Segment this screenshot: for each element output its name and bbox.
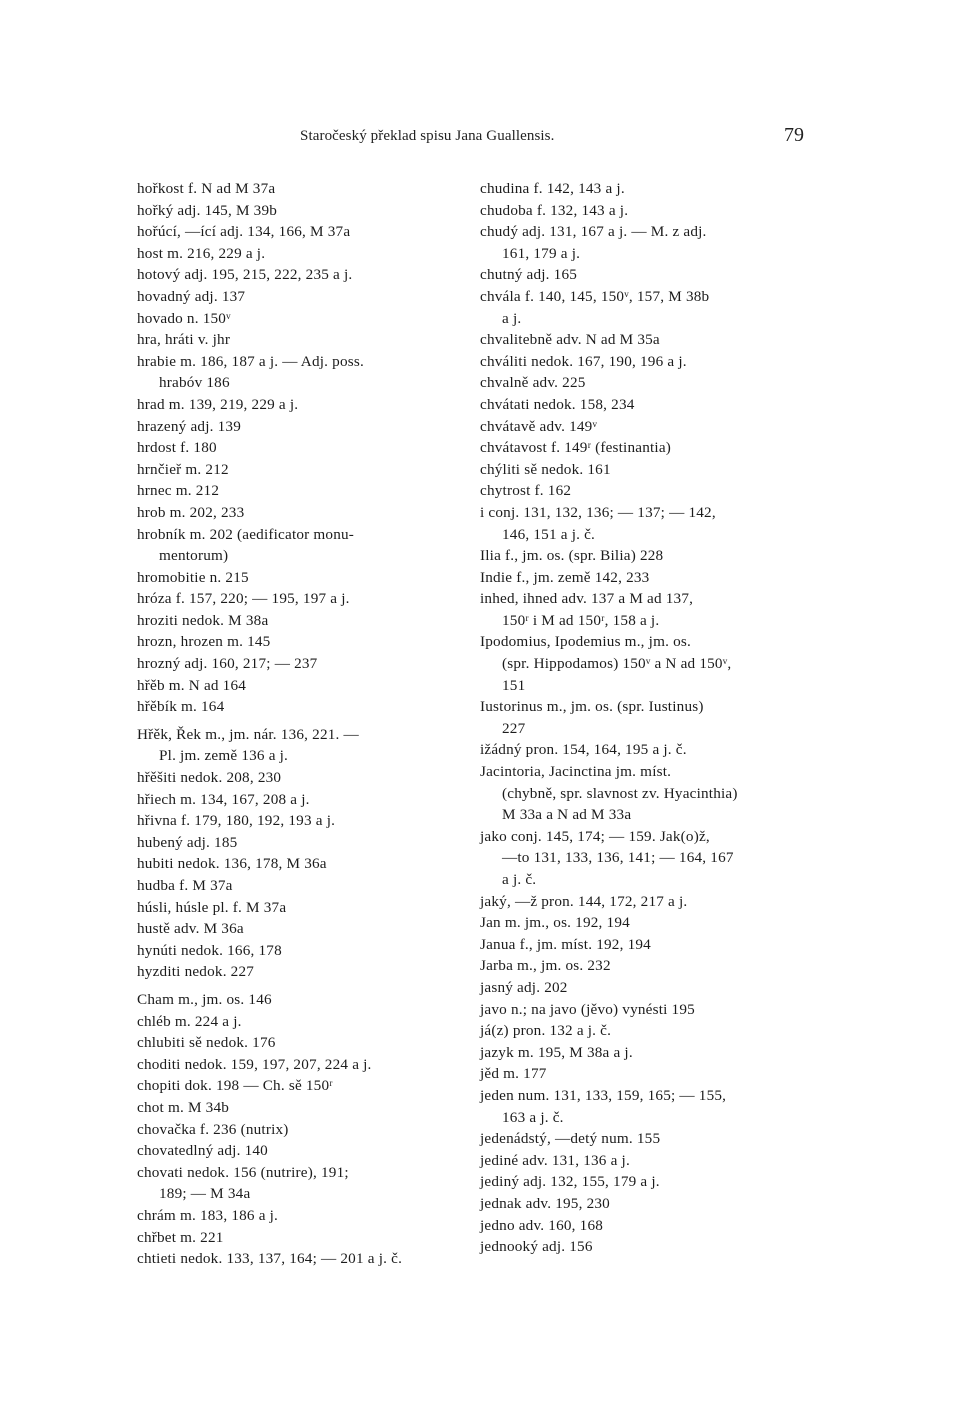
index-entry-line: chudina f. 142, 143 a j. — [480, 180, 625, 197]
index-entry-line: hudba f. M 37a — [137, 877, 233, 894]
index-entry-line: hrob m. 202, 233 — [137, 503, 245, 521]
index-entry-line: já(z) pron. 132 a j. č. — [480, 1022, 612, 1040]
index-entry-line: Iustorinus m., jm. os. (spr. Iustinus) — [480, 698, 704, 716]
index-entry-line: 163 a j. č. — [502, 1108, 564, 1126]
index-entry-line: mentorum) — [159, 547, 229, 565]
index-entry-line: chudý adj. 131, 167 a j. — M. z adj. — [480, 223, 707, 241]
running-title: Staročeský překlad spisu Jana Guallensis. — [300, 128, 555, 144]
index-entry-line: (spr. Hippodamos) 150ᵛ a N ad 150ᵛ, — [502, 655, 732, 673]
index-entry-line: chvála f. 140, 145, 150ᵛ, 157, M 38b — [480, 287, 710, 305]
index-entry-line: hrozn, hrozen m. 145 — [137, 633, 271, 651]
index-entry-line: húsli, húsle pl. f. M 37a — [137, 898, 287, 916]
index-entry-line: hrdost f. 180 — [137, 439, 217, 457]
index-entry-line: hořúcí, —ící adj. 134, 166, M 37a — [137, 223, 351, 241]
index-entry-line: hubený adj. 185 — [137, 833, 238, 851]
index-entry-line: jeden num. 131, 133, 159, 165; — 155, — [480, 1086, 727, 1104]
index-entry-line: 150ʳ i M ad 150ʳ, 158 a j. — [502, 611, 660, 629]
index-entry-line: host m. 216, 229 a j. — [137, 244, 266, 262]
index-entry-line: chvalitebně adv. N ad M 35a — [480, 331, 660, 349]
index-entry-line: chovati nedok. 156 (nutrire), 191; — [137, 1163, 349, 1181]
index-entry-line: chvátavě adv. 149ᵛ — [480, 417, 598, 435]
index-entry-line: hořký adj. 145, M 39b — [137, 201, 278, 219]
index-entry-line: Hřěk, Řek m., jm. nár. 136, 221. — — [137, 725, 359, 743]
index-entry-line: Janua f., jm. míst. 192, 194 — [480, 935, 651, 953]
index-entry-line: jediný adj. 132, 155, 179 a j. — [480, 1173, 660, 1191]
index-entry-line: jedno adv. 160, 168 — [480, 1216, 604, 1234]
index-entry-line: hovadný adj. 137 — [137, 287, 246, 305]
index-entry-line: hrazený adj. 139 — [137, 417, 241, 435]
index-entry-line: M 33a a N ad M 33a — [502, 806, 632, 824]
index-entry-line: 227 — [502, 719, 526, 737]
index-entry-line: hrnec m. 212 — [137, 482, 220, 500]
index-entry-line: chovačka f. 236 (nutrix) — [137, 1120, 289, 1138]
index-entry-line: jaký, —ž pron. 144, 172, 217 a j. — [480, 892, 688, 910]
index-entry-line: Ipodomius, Ipodemius m., jm. os. — [480, 633, 692, 651]
index-entry-line: hrabóv 186 — [159, 374, 230, 392]
index-entry-line: jedenádstý, —detý num. 155 — [480, 1130, 661, 1148]
left-column — [137, 178, 467, 1270]
index-entry-line: jěd m. 177 — [480, 1065, 547, 1083]
index-entry-line: chrám m. 183, 186 a j. — [137, 1206, 279, 1224]
index-entry-line: jednak adv. 195, 230 — [480, 1194, 610, 1212]
index-entry-line: chot m. M 34b — [137, 1098, 230, 1116]
index-entry-line: hovado n. 150ᵛ — [137, 309, 231, 327]
index-entry-line: Jacintoria, Jacinctina jm. míst. — [480, 763, 672, 781]
index-entry-line: hřivna f. 179, 180, 192, 193 a j. — [137, 812, 336, 830]
index-entry-line: hřiech m. 134, 167, 208 a j. — [137, 790, 310, 808]
index-entry-line: chudoba f. 132, 143 a j. — [480, 201, 629, 219]
index-entry-line: hřěšiti nedok. 208, 230 — [137, 769, 282, 787]
index-entry-line: hyzditi nedok. 227 — [137, 963, 255, 981]
index-entry-line: chytrost f. 162 — [480, 482, 572, 500]
index-entry-line: Cham m., jm. os. 146 — [137, 990, 272, 1008]
index-entry-line: 151 — [502, 676, 526, 694]
index-entry-line: chvátati nedok. 158, 234 — [480, 395, 635, 413]
index-entry-line: chvalně adv. 225 — [480, 374, 586, 392]
index-entry-line: (chybně, spr. slavnost zv. Hyacinthia) — [502, 784, 738, 802]
index-entry-line: hrobník m. 202 (aedificator monu- — [137, 525, 355, 543]
index-entry-line: hřěbík m. 164 — [137, 698, 225, 716]
index-entry-line: jako conj. 145, 174; — 159. Jak(o)ž, — [480, 827, 710, 845]
index-entry-line: chutný adj. 165 — [480, 266, 578, 284]
index-entry-line: 189; — M 34a — [159, 1185, 251, 1203]
index-entry-line: jediné adv. 131, 136 a j. — [480, 1151, 630, 1169]
index-entry-line: Jarba m., jm. os. 232 — [480, 957, 611, 975]
index-entry-line: hrnčieř m. 212 — [137, 460, 229, 478]
page-number: 79 — [784, 124, 804, 146]
index-entry-line: i conj. 131, 132, 136; — 137; — 142, — [480, 503, 716, 521]
index-entry-line: chýliti sě nedok. 161 — [480, 460, 611, 478]
index-entry-line: hrad m. 139, 219, 229 a j. — [137, 395, 299, 413]
index-entry-line: Jan m. jm., os. 192, 194 — [480, 914, 630, 932]
index-entry-line: hromobitie n. 215 — [137, 568, 249, 586]
index-entry-line: inhed, ihned adv. 137 a M ad 137, — [480, 590, 694, 608]
index-entry-line: —to 131, 133, 136, 141; — 164, 167 — [502, 849, 734, 867]
index-entry-line: a j. č. — [502, 871, 537, 888]
index-entry-line: Pl. jm. země 136 a j. — [159, 747, 289, 765]
index-entry-line: jednooký adj. 156 — [480, 1238, 593, 1256]
index-entry-line: chléb m. 224 a j. — [137, 1012, 242, 1030]
index-entry-line: Ilia f., jm. os. (spr. Bilia) 228 — [480, 547, 664, 565]
index-entry-line: chváliti nedok. 167, 190, 196 a j. — [480, 352, 687, 370]
index-entry-line: 146, 151 a j. č. — [502, 525, 596, 543]
index-entry-line: choditi nedok. 159, 197, 207, 224 a j. — [137, 1055, 372, 1073]
index-entry-line: chvátavost f. 149ʳ (festinantia) — [480, 439, 672, 457]
index-entry-line: javo n.; na javo (jěvo) vynésti 195 — [480, 1000, 695, 1018]
index-entry-line: hrozný adj. 160, 217; — 237 — [137, 655, 318, 673]
index-entry-line: hubiti nedok. 136, 178, M 36a — [137, 855, 327, 873]
index-entry-line: jasný adj. 202 — [480, 978, 568, 996]
index-entry-line: hra, hráti v. jhr — [137, 331, 231, 349]
index-entry-line: Indie f., jm. země 142, 233 — [480, 568, 650, 586]
index-entry-line: hrabie m. 186, 187 a j. — Adj. poss. — [137, 352, 364, 370]
index-entry-line: chřbet m. 221 — [137, 1228, 224, 1246]
index-entry-line: 161, 179 a j. — [502, 244, 581, 262]
index-entry-line: a j. — [502, 309, 522, 327]
index-entry-line: hořkost f. N ad M 37a — [137, 180, 276, 197]
index-entry-line: hroziti nedok. M 38a — [137, 611, 269, 629]
index-entry-line: chtieti nedok. 133, 137, 164; — 201 a j. č. — [137, 1250, 403, 1268]
index-entry-line: ižádný pron. 154, 164, 195 a j. č. — [480, 741, 687, 759]
index-entry-line: chopiti dok. 198 — Ch. sě 150ʳ — [137, 1077, 333, 1095]
index-entry-line: chovatedlný adj. 140 — [137, 1142, 268, 1160]
index-entry-line: chlubiti sě nedok. 176 — [137, 1034, 276, 1052]
index-entry-line: hróza f. 157, 220; — 195, 197 a j. — [137, 590, 350, 608]
index-entry-line: jazyk m. 195, M 38a a j. — [480, 1043, 633, 1061]
right-column — [480, 178, 820, 1258]
index-entry-line: hynúti nedok. 166, 178 — [137, 941, 282, 959]
index-entry-line: hustě adv. M 36a — [137, 920, 244, 938]
index-entry-line: hotový adj. 195, 215, 222, 235 a j. — [137, 266, 353, 284]
index-entry-line: hřěb m. N ad 164 — [137, 676, 247, 694]
